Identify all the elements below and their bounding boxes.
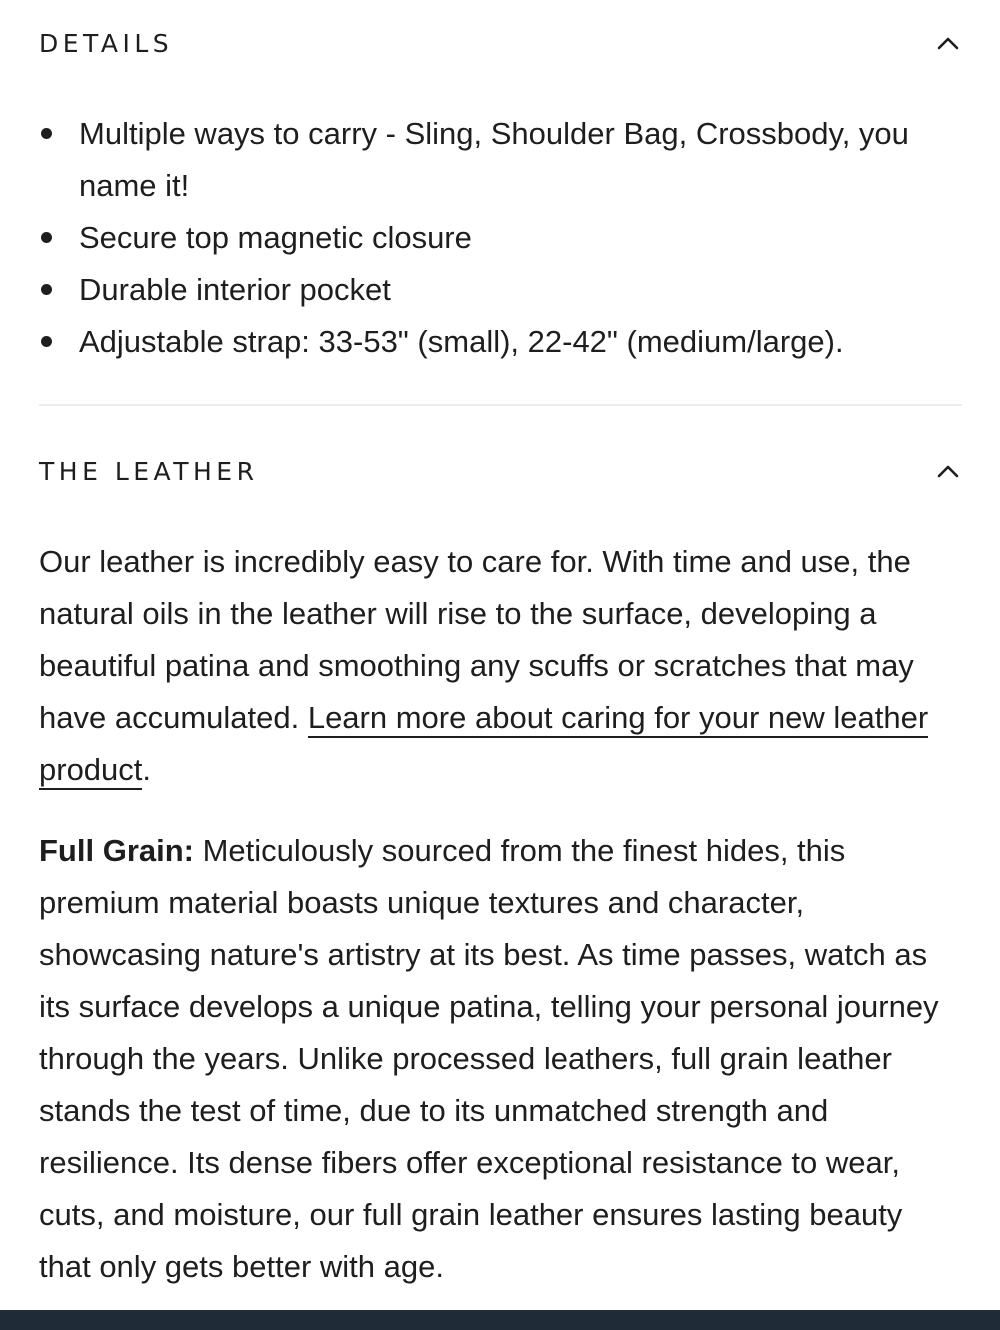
details-list-item-text: Adjustable strap: 33-53" (small), 22-42" (medium/large). (79, 324, 844, 359)
details-accordion-toggle[interactable] (39, 0, 962, 86)
leather-title: THE LEATHER (39, 456, 259, 486)
details-list-item (39, 316, 962, 368)
bullet-icon (41, 336, 52, 347)
details-content (39, 86, 962, 404)
chevron-up-icon[interactable] (936, 459, 960, 483)
details-section (39, 0, 962, 404)
product-info-accordion (39, 0, 962, 1293)
full-grain-paragraph (39, 825, 962, 1293)
details-list-item (39, 264, 962, 316)
details-title: DETAILS (39, 28, 174, 58)
details-list-item-text: Durable interior pocket (79, 272, 391, 307)
details-list-item (39, 212, 962, 264)
bullet-icon (41, 284, 52, 295)
bullet-icon (41, 128, 52, 139)
leather-care-link[interactable]: Learn more about caring for your new leather product (39, 700, 928, 790)
full-grain-text: Meticulously sourced from the finest hides, this premium material boasts unique textures and character, showcasing nature's artistry at its best. As time passes, watch as its surface develops a unique patina, telling your personal journey through the years. Unlike processed leathers, full grain leather stands the test of time, due to its unmatched strength and resilience. Its dense fibers offer exceptional resistance to wear, cuts, and moisture, our full grain leather ensures lasting beauty that only gets better with age. (39, 833, 939, 1284)
leather-care-text: Our leather is incredibly easy to care for. With time and use, the natural oils in the leather will rise to the surface, developing a beautiful patina and smoothing any scuffs or scratches that may have accumulated. (39, 544, 914, 735)
leather-care-suffix: . (142, 752, 152, 787)
bullet-icon (41, 232, 52, 243)
footer-bar (0, 1310, 1000, 1330)
leather-care-paragraph (39, 536, 962, 796)
leather-section (39, 406, 962, 1293)
chevron-up-icon[interactable] (936, 31, 960, 55)
details-list-item-text: Multiple ways to carry - Sling, Shoulder Bag, Crossbody, you name it! (79, 116, 909, 203)
leather-content (39, 536, 962, 1293)
leather-accordion-toggle[interactable] (39, 406, 962, 536)
details-list-item (39, 108, 962, 212)
full-grain-label: Full Grain: (39, 833, 194, 868)
details-list (39, 108, 962, 368)
details-list-item-text: Secure top magnetic closure (79, 220, 472, 255)
